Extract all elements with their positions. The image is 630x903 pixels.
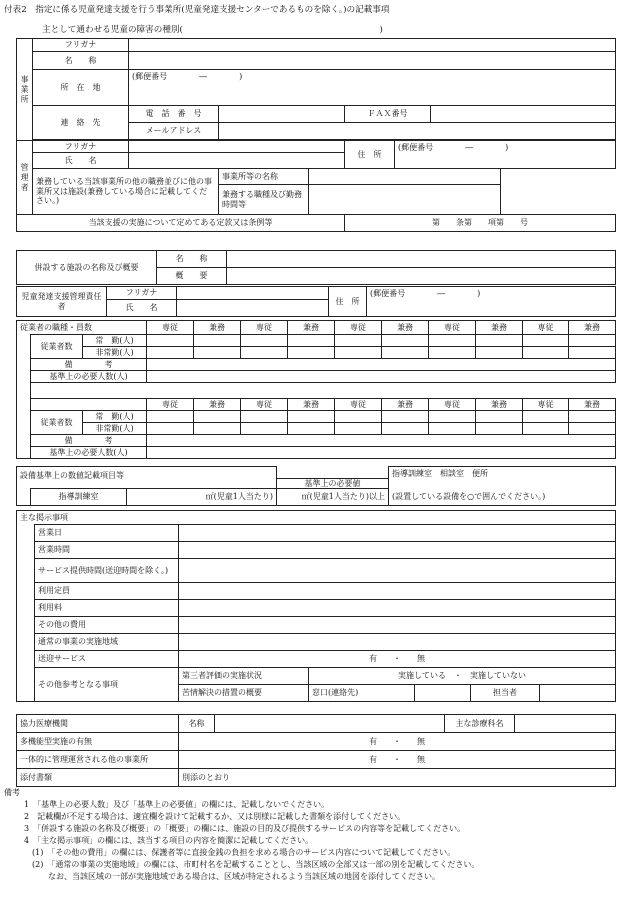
office-email-label: メールアドレス	[129, 123, 219, 140]
service-manager-label: 児童発達支援管理責任者	[17, 287, 107, 317]
service-manager-name-field[interactable]	[177, 300, 329, 317]
staff-cell[interactable]	[288, 411, 335, 423]
manager-duty-label: 兼務する職種及び勤務時間等	[219, 185, 309, 215]
note-line: 2 記載欄が不足する場合は、適宜欄を設けて記載するか、又は別様に記載した書類を添付してください。	[24, 812, 406, 821]
notice-item-field[interactable]	[179, 525, 616, 542]
third-party-label: 第三者評価の実施状況	[179, 668, 309, 685]
staff-cell[interactable]	[241, 347, 288, 359]
equipment-per-child-over: ㎡(児童1人当たり)以上	[301, 492, 385, 502]
manager-office-name-label: 事業所等の名称	[219, 169, 309, 185]
person-label: 担当者	[471, 685, 540, 702]
staff-cell[interactable]	[429, 423, 476, 435]
window-field[interactable]	[415, 685, 471, 702]
office-furigana-label: フリガナ	[33, 39, 129, 52]
staff-required-field-b[interactable]	[147, 447, 616, 459]
manager-name-field[interactable]	[129, 153, 345, 169]
note-line: (1) 「その他の費用」の欄には、保護者等に直接金銭の負担を求める場合のサービス内容について記載してください。	[24, 848, 456, 857]
staff-col-full-b3: 専従	[335, 399, 382, 411]
staff-cell[interactable]	[476, 411, 523, 423]
notice-item-label: 利用料	[35, 600, 179, 617]
service-manager-furigana-label: フリガナ	[107, 287, 177, 300]
note-line: 1 「基準上の必要人数」及び「基準上の必要値」の欄には、記載しないでください。	[24, 800, 330, 809]
staff-cell[interactable]	[194, 347, 241, 359]
regulation-value[interactable]: 第 条第 項第 号	[345, 215, 616, 232]
staff-cell[interactable]	[335, 423, 382, 435]
office-furigana-field[interactable]	[129, 39, 616, 52]
staff-col-full-2: 専従	[241, 321, 288, 335]
notice-item-field[interactable]	[179, 559, 616, 583]
staff-required-field[interactable]	[147, 371, 616, 383]
office-table	[16, 38, 616, 232]
facility-table	[16, 250, 616, 285]
staff-title: 従業者の職種・員数	[17, 321, 147, 335]
staff-col-full-1: 専従	[147, 321, 194, 335]
staff-remarks-field-b[interactable]	[147, 435, 616, 447]
staff-cell[interactable]	[429, 335, 476, 347]
notice-item-label: 利用定員	[35, 583, 179, 600]
notice-item-label: その他の費用	[35, 617, 179, 634]
service-manager-table	[16, 286, 616, 317]
office-email-field[interactable]	[219, 123, 616, 140]
staff-count-label-b: 従業者数	[31, 411, 83, 435]
note-line: (2) 「通常の事業の実施地域」の欄には、市町村名を記載することとし、当該区域の全部又は一部の別を記載してください。	[24, 860, 480, 869]
staff-col-full-b1: 専従	[147, 399, 194, 411]
notices-table	[16, 510, 616, 702]
office-section-label: 事業所	[17, 39, 33, 141]
disability-type-line	[42, 26, 383, 36]
complaint-label: 苦情解決の措置の概要	[179, 685, 309, 702]
office-phone-label: 電 話 番 号	[129, 106, 219, 123]
manager-address-label: 住 所	[345, 141, 395, 169]
notice-item-label: 通常の事業の実施地域	[35, 634, 179, 651]
medical-subject-label: 主な診療科名	[445, 715, 515, 733]
notice-item-label: 営業時間	[35, 542, 179, 559]
office-fax-label: ＦＡＸ番号	[345, 106, 431, 123]
staff-cell[interactable]	[382, 347, 429, 359]
multifunction-label: 多機能型実施の有無	[17, 733, 179, 751]
notice-item-label: 営業日	[35, 525, 179, 542]
staff-cell[interactable]	[147, 423, 194, 435]
office-contact-label: 連 絡 先	[33, 106, 129, 140]
person-field[interactable]	[540, 685, 616, 702]
medical-label: 協力医療機関	[17, 715, 179, 733]
staff-remarks-field[interactable]	[147, 359, 616, 371]
staff-cell[interactable]	[476, 347, 523, 359]
staff-cell[interactable]	[335, 347, 382, 359]
service-manager-postal: (郵便番号 ― )	[370, 289, 481, 298]
staff-count-label: 従業者数	[31, 335, 83, 359]
notice-item-field[interactable]	[179, 617, 616, 634]
note-line: なお、当該区域の一部が実施地域である場合は、区域が特定されるよう当該区域の地図を添付してください。	[24, 872, 440, 881]
office-address-label: 所 在 地	[33, 70, 129, 106]
staff-cell[interactable]	[523, 347, 569, 359]
notices-title: 主な掲示事項	[17, 511, 616, 525]
notice-item-field[interactable]	[179, 634, 616, 651]
staff-col-full-b4: 専従	[429, 399, 476, 411]
staff-cell[interactable]	[147, 411, 194, 423]
staff-col-full-b5: 専従	[523, 399, 569, 411]
staff-col-full-4: 専従	[429, 321, 476, 335]
staff-parttime-label: 非常勤(人)	[83, 347, 147, 359]
equipment-room-field[interactable]	[127, 488, 277, 505]
staff-cell[interactable]	[288, 335, 335, 347]
notice-item-label: サービス提供時間(送迎時間を除く。)	[35, 559, 179, 583]
staff-required-label: 基準上の必要人数(人)	[31, 371, 147, 383]
staff-cell[interactable]	[241, 335, 288, 347]
staff-cell[interactable]	[194, 335, 241, 347]
staff-cell[interactable]	[569, 335, 616, 347]
facility-label: 併設する施設の名称及び概要	[17, 251, 157, 285]
staff-cell[interactable]	[147, 335, 194, 347]
note-line: 4 「主な掲示事項」の欄には、該当する項目の内容を簡潔に記載してください。	[24, 836, 314, 845]
staff-cell[interactable]	[335, 335, 382, 347]
equipment-required-value-label: 基準上の必要値	[277, 478, 389, 488]
manager-furigana-label: フリガナ	[33, 141, 129, 153]
third-party-value[interactable]: 実施している ・ 実施していない	[309, 668, 616, 685]
staff-cell[interactable]	[569, 423, 616, 435]
staff-col-part-b3: 兼務	[382, 399, 429, 411]
notes-block	[4, 787, 479, 883]
staff-remarks-label-b: 備 考	[31, 435, 147, 447]
equipment-room-label: 指導訓練室	[31, 488, 127, 505]
staff-col-part-3: 兼務	[382, 321, 429, 335]
staff-cell[interactable]	[288, 423, 335, 435]
staff-cell[interactable]	[241, 423, 288, 435]
equipment-per-child: ㎡(児童1人当たり)	[205, 492, 273, 502]
staff-col-part-4: 兼務	[476, 321, 523, 335]
manager-concurrent-label: 兼務している当該事業所の他の職務並びに他の事業所又は施設(兼務している場合に記載してください。)	[33, 169, 219, 215]
attachment-value: 別添のとおり	[179, 769, 616, 787]
staff-required-label-b: 基準上の必要人数(人)	[31, 447, 147, 459]
disability-type-label: 主として通わせる児童の障害の種別(	[42, 25, 183, 35]
manager-name-label: 氏 名	[33, 153, 129, 169]
staff-col-full-3: 専従	[335, 321, 382, 335]
manager-section-label: 管理者	[17, 141, 33, 215]
staff-cell[interactable]	[569, 347, 616, 359]
manager-duty-field[interactable]	[309, 185, 501, 215]
bottom-table	[16, 714, 616, 787]
office-phone-field[interactable]	[219, 106, 345, 123]
staff-cell[interactable]	[523, 335, 569, 347]
other-label: その他参考となる事項	[35, 668, 179, 702]
office-name-field[interactable]	[129, 52, 616, 70]
integrated-value[interactable]: 有 ・ 無	[179, 751, 616, 769]
facility-name-field[interactable]	[227, 251, 616, 268]
staff-cell[interactable]	[147, 347, 194, 359]
medical-name-field[interactable]	[215, 715, 445, 733]
note-line: 3 「併設する施設の名称及び概要」の「概要」の欄には、施設の目的及び提供するサービスの内容等を記載してください。	[24, 824, 466, 833]
staff-cell[interactable]	[523, 411, 569, 423]
staff-col-full-b2: 専従	[241, 399, 288, 411]
staff-cell[interactable]	[382, 411, 429, 423]
staff-cell[interactable]	[569, 411, 616, 423]
office-fax-field[interactable]	[431, 106, 616, 123]
transport-label: 送迎サービス	[35, 651, 179, 668]
multifunction-value[interactable]: 有 ・ 無	[179, 733, 616, 751]
facility-summary-field[interactable]	[227, 268, 616, 285]
staff-cell[interactable]	[194, 423, 241, 435]
service-manager-address-field[interactable]	[367, 287, 616, 317]
equipment-rooms-note: (設置している設備を○で囲んでください。)	[389, 488, 616, 505]
equipment-required-field[interactable]	[277, 488, 389, 505]
staff-cell[interactable]	[429, 411, 476, 423]
notice-item-field[interactable]	[179, 542, 616, 559]
staff-cell[interactable]	[194, 411, 241, 423]
integrated-label: 一体的に管理運営される他の事業所	[17, 751, 179, 769]
disability-type-close: )	[379, 25, 383, 35]
equipment-rooms-list: 指導訓練室 相談室 便所	[389, 467, 616, 479]
office-address-field[interactable]	[129, 70, 616, 106]
equipment-table	[16, 466, 616, 506]
regulation-label: 当該支援の実施について定めてある定款又は条例等	[17, 215, 345, 232]
service-manager-name-label: 氏 名	[107, 300, 177, 317]
manager-furigana-field[interactable]	[129, 141, 345, 153]
staff-parttime-label-b: 非常勤(人)	[83, 423, 147, 435]
staff-col-part-b2: 兼務	[288, 399, 335, 411]
office-postal: (郵便番号 ― )	[132, 72, 243, 81]
service-manager-address-label: 住 所	[329, 287, 367, 317]
staff-col-full-5: 専従	[523, 321, 569, 335]
staff-fulltime-label: 常 勤(人)	[83, 335, 147, 347]
staff-cell[interactable]	[476, 335, 523, 347]
form-title: 付表2 指定に係る児童発達支援を行う事業所(児童発達支援センターであるものを除く。)の記載事項	[4, 5, 390, 15]
staff-col-part-b4: 兼務	[476, 399, 523, 411]
staff-cell[interactable]	[523, 423, 569, 435]
staff-cell[interactable]	[429, 347, 476, 359]
notice-item-field[interactable]	[179, 600, 616, 617]
staff-col-part-2: 兼務	[288, 321, 335, 335]
facility-summary-label: 概 要	[157, 268, 227, 285]
staff-col-part-5: 兼務	[569, 321, 616, 335]
staff-col-part-1: 兼務	[194, 321, 241, 335]
service-manager-furigana-field[interactable]	[177, 287, 329, 300]
window-label: 窓口(連絡先)	[309, 685, 415, 702]
staff-table	[16, 320, 616, 459]
staff-cell[interactable]	[476, 423, 523, 435]
staff-cell[interactable]	[288, 347, 335, 359]
staff-col-part-b5: 兼務	[569, 399, 616, 411]
notice-item-field[interactable]	[179, 583, 616, 600]
staff-cell[interactable]	[335, 411, 382, 423]
medical-name-label: 名称	[179, 715, 215, 733]
staff-cell[interactable]	[382, 423, 429, 435]
manager-postal: (郵便番号 ― )	[398, 143, 509, 152]
equipment-title: 設備基準上の数値記載項目等	[17, 467, 277, 489]
staff-cell[interactable]	[241, 411, 288, 423]
manager-address-field[interactable]	[395, 141, 616, 169]
manager-office-name-field[interactable]	[309, 169, 501, 185]
office-name-label: 名 称	[33, 52, 129, 70]
facility-name-label: 名 称	[157, 251, 227, 268]
notes-title: 備考	[4, 788, 20, 797]
staff-remarks-label: 備 考	[31, 359, 147, 371]
transport-value[interactable]: 有 ・ 無	[179, 651, 616, 668]
staff-fulltime-label-b: 常 勤(人)	[83, 411, 147, 423]
attachment-label: 添付書類	[17, 769, 179, 787]
staff-cell[interactable]	[382, 335, 429, 347]
staff-col-part-b1: 兼務	[194, 399, 241, 411]
medical-subject-field[interactable]	[515, 715, 616, 733]
